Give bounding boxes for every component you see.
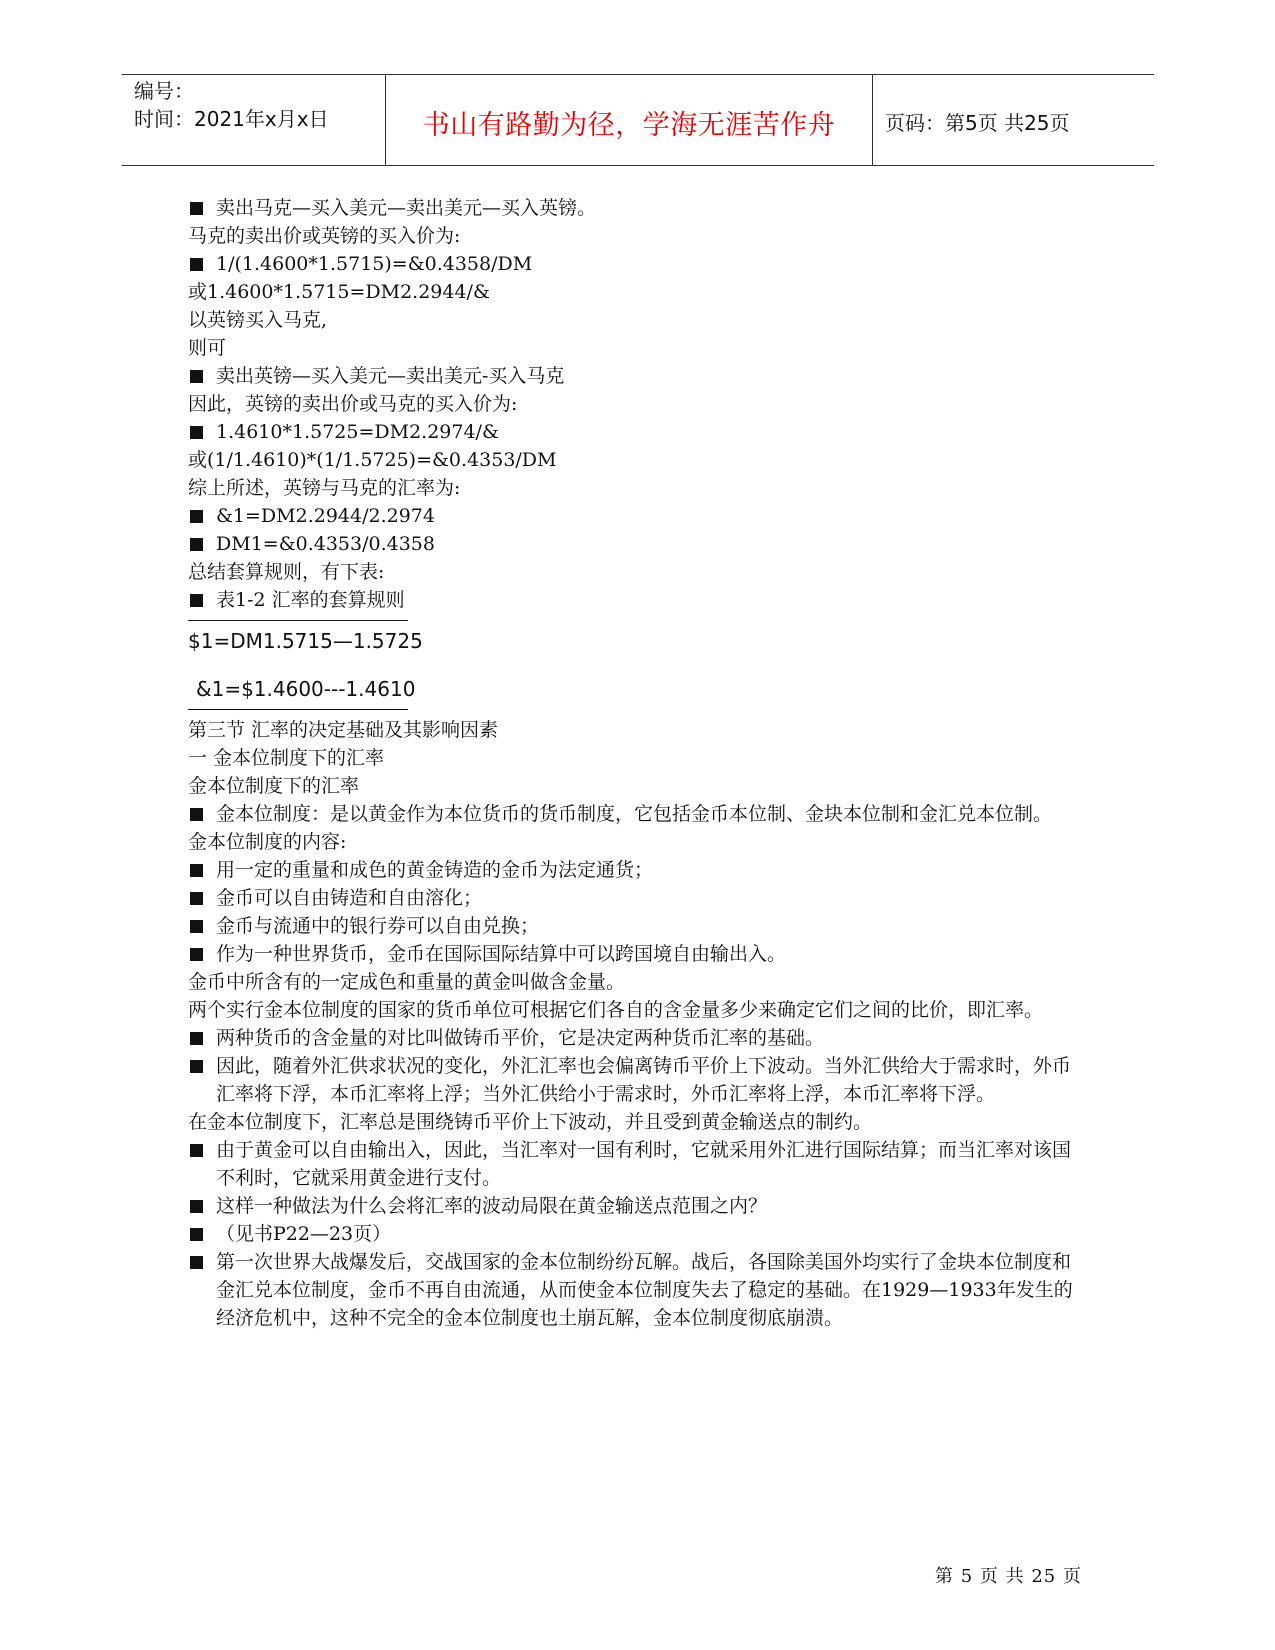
text-line: 则可: [188, 337, 227, 359]
table-row-usd-dm: $1=DM1.5715—1.5725: [188, 629, 423, 653]
text-line: 或1.4600*1.5715=DM2.2944/&: [188, 281, 490, 303]
square-bullet-icon: [190, 510, 203, 523]
bullet-item: [188, 586, 1088, 614]
bullet-text: 因此，随着外汇供求状况的变化，外汇汇率也会偏离铸币平价上下波动。当外汇供给大于需求时，外币汇率将下浮，本币汇率将上浮；当外汇供给小于需求时，外币汇率将上浮，本币汇率将下浮。: [216, 1055, 1072, 1105]
bullet-item: [188, 1052, 1088, 1108]
bullet-item: [188, 502, 1088, 530]
text-line: 在金本位制度下，汇率总是围绕铸币平价上下波动，并且受到黄金输送点的制约。: [188, 1111, 873, 1133]
bullet-item: [188, 250, 1088, 278]
bullet-text: 两种货币的含金量的对比叫做铸币平价，它是决定两种货币汇率的基础。: [216, 1027, 825, 1049]
header-motto: 书山有路勤为径，学海无涯苦作舟: [386, 75, 873, 165]
gold-standard-section: [188, 716, 1088, 1332]
square-bullet-icon: [190, 202, 203, 215]
square-bullet-icon: [190, 1060, 203, 1073]
date-label: 时间：2021年x月x日: [134, 107, 329, 131]
page-footer: 第 5 页 共 25 页: [935, 1566, 1082, 1587]
square-bullet-icon: [190, 594, 203, 607]
square-bullet-icon: [190, 1032, 203, 1045]
table-top-rule: [188, 620, 408, 621]
bullet-text: 1/(1.4600*1.5715)=&0.4358/DM: [216, 253, 533, 275]
bullet-item: [188, 530, 1088, 558]
bullet-text: 由于黄金可以自由输出入，因此，当汇率对一国有利时，它就采用外汇进行国际结算；而当汇率对该国不利时，它就采用黄金进行支付。: [216, 1139, 1072, 1189]
bullet-text: 卖出英镑—买入美元—卖出美元-买入马克: [216, 365, 565, 387]
document-body: [188, 194, 1088, 1332]
bullet-item: [188, 800, 1088, 828]
bullet-item: [188, 856, 1088, 884]
square-bullet-icon: [190, 864, 203, 877]
rate-table: [188, 620, 1088, 710]
square-bullet-icon: [190, 892, 203, 905]
bullet-item: [188, 1192, 1088, 1220]
square-bullet-icon: [190, 538, 203, 551]
bullet-text: 金币可以自由铸造和自由溶化；: [216, 887, 483, 909]
bullet-item: [188, 1024, 1088, 1052]
bullet-text: 金本位制度：是以黄金作为本位货币的货币制度，它包括金币本位制、金块本位制和金汇兑本位制。: [216, 803, 1053, 825]
square-bullet-icon: [190, 948, 203, 961]
bullet-item: [188, 362, 1088, 390]
bullet-text: 作为一种世界货币，金币在国际国际结算中可以跨国境自由输出入。: [216, 943, 787, 965]
square-bullet-icon: [190, 1228, 203, 1241]
serial-number-label: 编号：: [134, 79, 194, 103]
square-bullet-icon: [190, 808, 203, 821]
text-line: 马克的卖出价或英镑的买入价为:: [188, 225, 461, 247]
bullet-text: 用一定的重量和成色的黄金铸造的金币为法定通货；: [216, 859, 654, 881]
bullet-text: 1.4610*1.5725=DM2.2974/&: [216, 421, 499, 443]
text-line: 金本位制度的内容:: [188, 831, 347, 853]
square-bullet-icon: [190, 920, 203, 933]
bullet-item: [188, 1220, 1088, 1248]
square-bullet-icon: [190, 1144, 203, 1157]
bullet-text: 第一次世界大战爆发后，交战国家的金本位制纷纷瓦解。战后，各国除美国外均实行了金块本位制度和金汇兑本位制度，金币不再自由流通，从而使金本位制度失去了稳定的基础。在1929—1933年发生的经济危机中，这种不完全的金本位制度也土崩瓦解，金本位制度彻底崩溃。: [216, 1251, 1073, 1329]
square-bullet-icon: [190, 426, 203, 439]
text-line: 两个实行金本位制度的国家的货币单位可根据它们各自的含金量多少来确定它们之间的比价，即汇率。: [188, 999, 1044, 1021]
text-line: 第三节 汇率的决定基础及其影响因素: [188, 719, 499, 741]
bullet-item: [188, 1136, 1088, 1192]
bullet-text: （见书P22—23页）: [216, 1223, 392, 1245]
bullet-text: 金币与流通中的银行券可以自由兑换；: [216, 915, 540, 937]
bullet-item: [188, 194, 1088, 222]
text-line: 总结套算规则，有下表:: [188, 561, 385, 583]
document-header: [122, 74, 1154, 166]
bullet-item: [188, 884, 1088, 912]
square-bullet-icon: [190, 1200, 203, 1213]
header-page-info: 页码：第5页 共25页: [885, 110, 1070, 135]
square-bullet-icon: [190, 258, 203, 271]
header-meta: [122, 75, 386, 165]
text-line: 或(1/1.4610)*(1/1.5725)=&0.4353/DM: [188, 449, 557, 471]
bullet-text: &1=DM2.2944/2.2974: [216, 505, 435, 527]
calculation-section: [188, 194, 1088, 614]
table-bottom-rule: [188, 709, 408, 710]
text-line: 一 金本位制度下的汇率: [188, 747, 385, 769]
bullet-text: DM1=&0.4353/0.4358: [216, 533, 435, 555]
text-line: 综上所述，英镑与马克的汇率为:: [188, 477, 461, 499]
text-line: 以英镑买入马克,: [188, 309, 328, 331]
bullet-text: 这样一种做法为什么会将汇率的波动局限在黄金输送点范围之内？: [216, 1195, 768, 1217]
text-line: 因此，英镑的卖出价或马克的买入价为:: [188, 393, 518, 415]
bullet-text: 卖出马克—买入美元—卖出美元—买入英镑。: [216, 197, 597, 219]
square-bullet-icon: [190, 1256, 203, 1269]
bullet-item: [188, 940, 1088, 968]
bullet-text: 表1-2 汇率的套算规则: [216, 589, 405, 611]
bullet-item: [188, 1248, 1088, 1332]
square-bullet-icon: [190, 370, 203, 383]
text-line: 金本位制度下的汇率: [188, 775, 360, 797]
bullet-item: [188, 912, 1088, 940]
text-line: 金币中所含有的一定成色和重量的黄金叫做含金量。: [188, 971, 626, 993]
table-row-gbp-usd: &1=$1.4600---1.4610: [196, 677, 416, 701]
bullet-item: [188, 418, 1088, 446]
